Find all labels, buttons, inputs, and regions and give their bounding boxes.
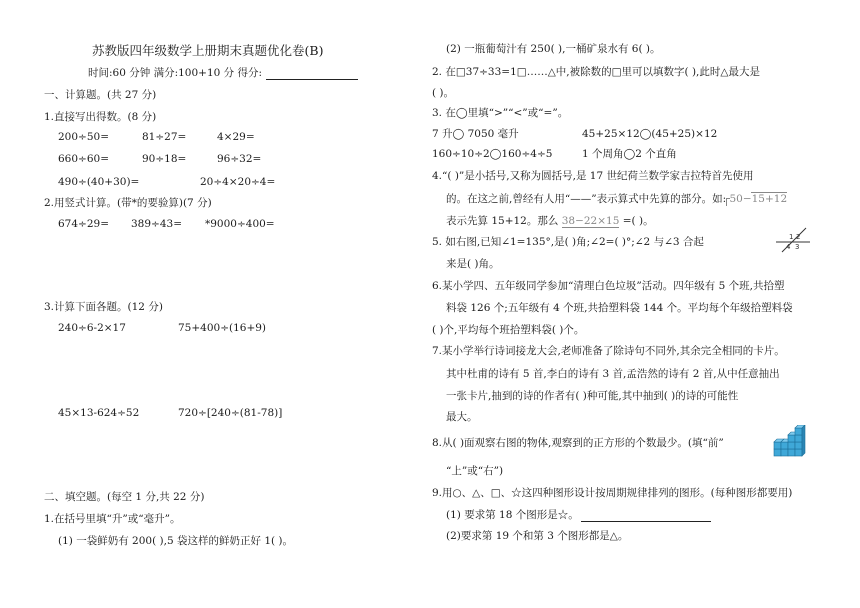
compare-item: 160÷10÷2◯160÷4÷5 [432,148,553,160]
cube-stack-figure [772,425,810,459]
mixed-calc-item: 240÷6-2×17 [58,322,126,334]
mixed-calc-item: 720÷[240÷(81-78)] [178,407,283,419]
compare-item: 1 个周角◯2 个直角 [582,148,677,160]
cube-face [795,435,802,442]
mixed-calc-item: 75+400÷(16+9) [178,322,267,334]
fill-q7-line: 一张卡片,抽到的诗的作者有( )种可能,其中抽到( )的诗的可能性 [446,390,739,402]
fill-q4-line: 4.“( )”是小括号,又称为圆括号,是 17 世纪荷兰数学家吉拉特首先使用 [432,170,754,182]
cube-face [788,435,795,442]
fill-q4-text: =( )。 [622,215,654,227]
calc-item: 4×29= [217,131,255,143]
exam-info: 时间:60 分钟 满分:100+10 分 得分: [88,67,263,79]
fill-q9-heading: 9.用○、△、□、☆这四种图形设计按周期规律排列的图形。(每种图形都要用) [432,487,793,499]
fill-q3-heading: 3. 在◯里填“>”“<”或“=”。 [432,107,569,119]
overline-mark [751,192,787,193]
expression-text: 38−22×15 [561,215,620,227]
cube-face [788,449,795,456]
exam-info-line [88,67,358,80]
calc-item: 200÷50= [58,131,109,143]
expression-text: 50−15+12 [729,193,788,205]
calc-item: 490÷(40+30)= [58,176,140,188]
fill-q6-line: ( )个,平均每个班拾塑料袋( )个。 [432,324,585,336]
angle-label: 3 [795,243,800,251]
cube-face [781,449,788,456]
vertical-calc-item: 674÷29= [58,218,109,230]
angle-label: 2 [796,233,801,241]
angle-label: 1 [789,233,794,241]
fill-q2-line: 2. 在□37÷33=1□……△中,被除数的□里可以填数字( ),此时△最大是 [432,66,760,78]
fill-q4-text: 的。在这之前,曾经有人用“——”表示算式中先算的部分。如: [446,193,727,205]
fill-q8-line: “上”或“右”) [446,465,504,477]
section2-heading: 二、填空题。(每空 1 分,共 22 分) [44,491,205,503]
cube-face [795,442,802,449]
fill-q4-line [446,215,654,228]
expression-38-22-15 [562,215,620,228]
cube-face [795,449,802,456]
fill-q6-line: 料袋 126 个;五年级有 4 个班,共拾塑料袋 144 个。平均每个年级拾塑料袋 [446,302,793,314]
angles-figure [774,226,812,254]
vertical-calc-item: 389÷43= [131,218,182,230]
mixed-calc-item: 45×13-624÷52 [58,407,140,419]
page-title: 苏教版四年级数学上册期末真题优化卷(B) [92,43,324,58]
calc-item: 96÷32= [217,153,262,165]
q3-heading: 3.计算下面各题。(12 分) [44,301,163,313]
compare-item: 45+25×12◯(45+25)×12 [582,128,718,140]
expression-50-15-12 [729,193,787,206]
underline-mark [562,227,620,228]
fill-q5-line: 5. 如右图,已知∠1=135°,是( )角;∠2=( )°;∠2 与∠3 合起 [432,236,704,248]
answer-blank[interactable] [581,510,711,522]
calc-item: 20÷4×20÷4= [200,176,276,188]
calc-item: 660÷60= [58,153,109,165]
fill-q9-line-2: (2)要求第 19 个和第 3 个图形都是△。 [446,530,629,542]
q1-heading: 1.直接写出得数。(8 分) [44,111,157,123]
cube-face [788,442,795,449]
fill-q5-line: 来是( )角。 [446,258,500,270]
fill-q8-line: 8.从( )面观察右图的物体,观察到的正方形的个数最少。(填“前” [432,437,724,449]
fill-q7-line: 最大。 [446,411,478,423]
cube-face [774,442,781,449]
bracket-mark [726,198,730,206]
fill-q4-text: 表示先算 15+12。那么 [446,215,559,227]
section1-heading: 一、计算题。(共 27 分) [44,89,157,101]
calc-item: 90÷18= [142,153,187,165]
compare-item: 7 升◯ 7050 毫升 [432,128,519,140]
fill-q7-line: 7.某小学举行诗词接龙大会,老师准备了除诗句不同外,其余完全相同的卡片。 [432,345,785,357]
q2-heading: 2.用竖式计算。(带*的要验算)(7 分) [44,197,212,209]
angle-label: 4 [786,243,791,251]
calc-item: 81÷27= [142,131,187,143]
score-blank[interactable] [266,68,358,80]
cube-group [774,425,805,456]
fill-q7-line: 其中杜甫的诗有 5 首,李白的诗有 3 首,孟浩然的诗有 2 首,从中任意抽出 [446,368,780,380]
fill-q1-heading: 1.在括号里填“升”或“毫升”。 [44,513,181,525]
fill-q1-line: (1) 一袋鲜奶有 200( ),5 袋这样的鲜奶正好 1( )。 [58,535,294,547]
vertical-calc-item: *9000÷400= [205,218,275,230]
fill-q9-text: (1) 要求第 18 个图形是☆。 [446,509,579,521]
fill-q1-line: (2) 一瓶葡萄汁有 250( ),一桶矿泉水有 6( )。 [446,43,661,55]
cube-face [795,428,802,435]
cube-face [774,449,781,456]
fill-q6-line: 6.某小学四、五年级同学参加“清理白色垃圾”活动。四年级有 5 个班,共拾塑 [432,280,785,292]
fill-q9-line-1 [446,509,711,522]
cube-side [802,425,805,456]
fill-q2-line: ( )。 [432,87,455,99]
cube-face [781,442,788,449]
fill-q4-line [446,193,787,206]
